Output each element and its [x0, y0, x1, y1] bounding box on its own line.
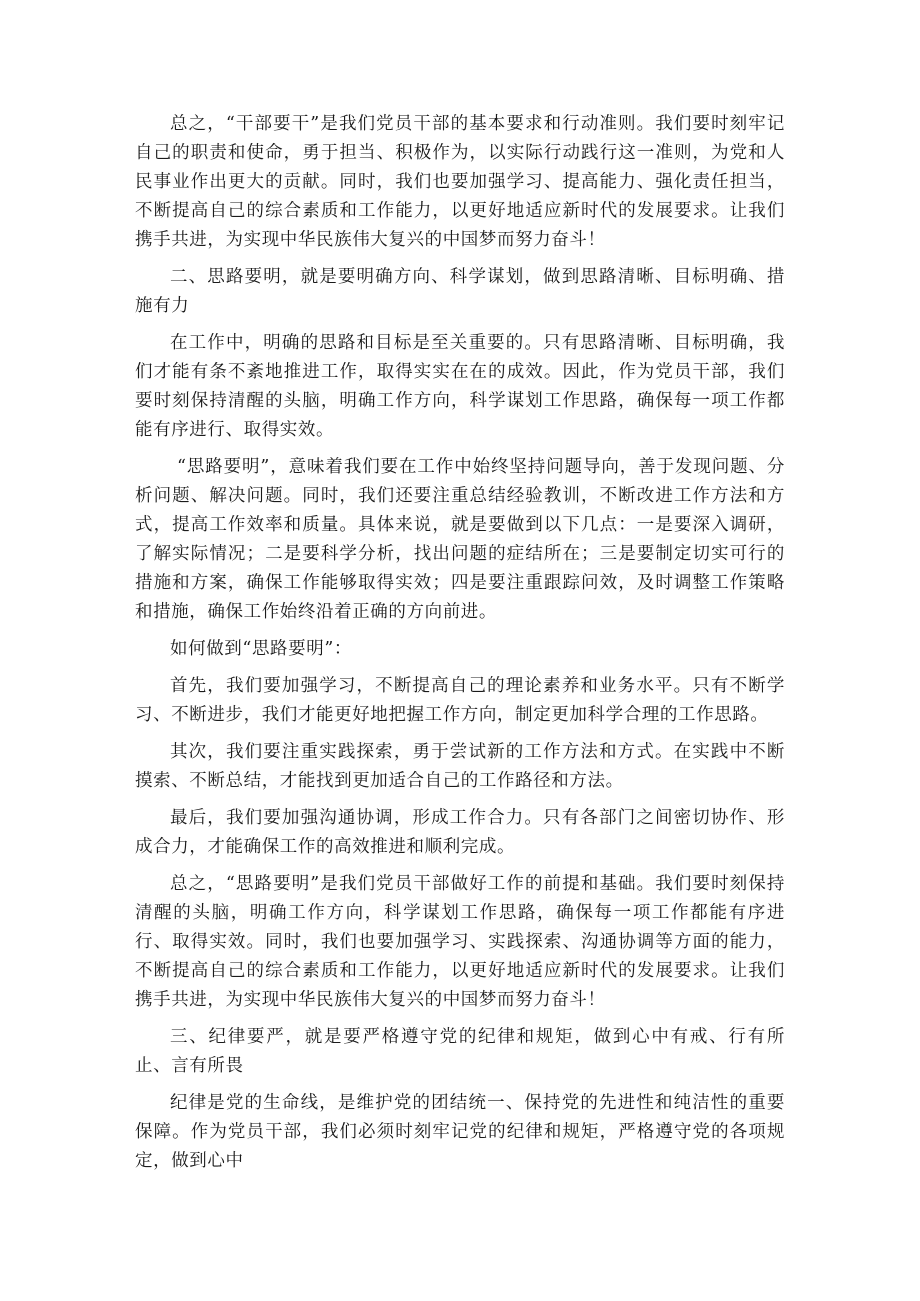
paragraph-first: 首先，我们要加强学习，不断提高自己的理论素养和业务水平。只有不断学习、不断进步，我们才能更好地把握工作方向，制定更加科学合理的工作思路。 — [135, 676, 785, 725]
paragraph-finally: 最后，我们要加强沟通协调，形成工作合力。只有各部门之间密切协作、形成合力，才能确保工作的高效推进和顺利完成。 — [135, 808, 785, 857]
paragraph-clear-thinking: 在工作中，明确的思路和目标是至关重要的。只有思路清晰、目标明确，我们才能有条不紊地推进工作，取得实实在在的成效。因此，作为党员干部，我们要时刻保持清醒的头脑，明确工作方向，科学谋划工作思路，确保每一项工作都能有序进行、取得实效。 — [135, 333, 785, 440]
section-heading-3: 三、纪律要严，就是要严格遵守党的纪律和规矩，做到心中有戒、行有所止、言有所畏 — [135, 1027, 785, 1076]
paragraph-second: 其次，我们要注重实践探索，勇于尝试新的工作方法和方式。在实践中不断摸索、不断总结，才能找到更加适合自己的工作路径和方法。 — [135, 742, 785, 791]
paragraph-conclusion-thinking: 总之，“思路要明”是我们党员干部做好工作的前提和基础。我们要时刻保持清醒的头脑，明确工作方向，科学谋划工作思路，确保每一项工作都能有序进行、取得实效。同时，我们也要加强学习、实践探索、沟通协调等方面的能力，不断提高自己的综合素质和工作能力，以更好地适应新时代的发展要求。让我们携手共进，为实现中华民族伟大复兴的中国梦而努力奋斗！ — [135, 874, 785, 1010]
paragraph-how-to: 如何做到“思路要明”： — [170, 639, 352, 659]
paragraph-problem-oriented: “思路要明”，意味着我们要在工作中始终坚持问题导向，善于发现问题、分析问题、解决问题。同时，我们还要注重总结经验教训，不断改进工作方法和方式，提高工作效率和质量。具体来说，就是要做到以下几点：一是要深入调研，了解实际情况；二是要科学分析，找出问题的症结所在；三是要制定切实可行的措施和方案，确保工作能够取得实效；四是要注重跟踪问效，及时调整工作策略和措施，确保工作始终沿着正确的方向前进。 — [135, 457, 785, 622]
document-body — [135, 110, 785, 1184]
paragraph-discipline: 纪律是党的生命线，是维护党的团结统一、保持党的先进性和纯洁性的重要保障。作为党员干部，我们必须时刻牢记党的纪律和规矩，严格遵守党的各项规定，做到心中 — [135, 1093, 785, 1171]
section-heading-2: 二、思路要明，就是要明确方向、科学谋划，做到思路清晰、目标明确、措施有力 — [135, 267, 785, 316]
paragraph-conclusion-cadres: 总之，“干部要干”是我们党员干部的基本要求和行动准则。我们要时刻牢记自己的职责和使命，勇于担当、积极作为，以实际行动践行这一准则，为党和人民事业作出更大的贡献。同时，我们也要加强学习、提高能力、强化责任担当，不断提高自己的综合素质和工作能力，以更好地适应新时代的发展要求。让我们携手共进，为实现中华民族伟大复兴的中国梦而努力奋斗！ — [135, 114, 785, 250]
